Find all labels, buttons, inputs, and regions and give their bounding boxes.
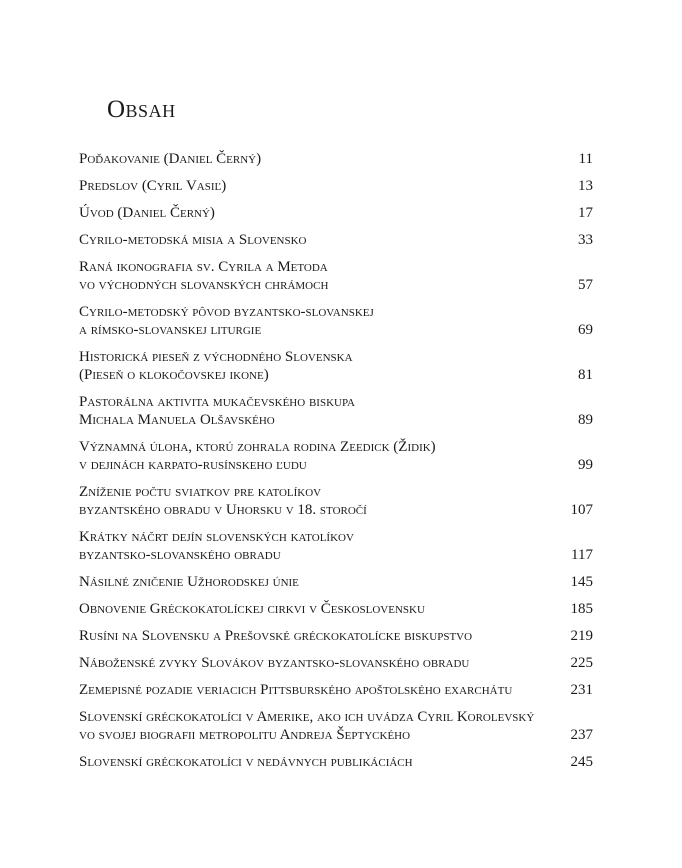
toc-entry-title-line: Raná ikonografia sv. Cyrila a Metoda [79, 259, 328, 275]
toc-entry [79, 204, 593, 222]
toc-entry [79, 753, 593, 771]
toc-entry-page-number: 237 [570, 727, 593, 743]
toc-entry [79, 393, 593, 429]
toc-entry [79, 231, 593, 249]
toc-entry [79, 483, 593, 519]
toc-entry [79, 600, 593, 618]
toc-entry-page-number: 245 [570, 754, 593, 770]
toc-entry-title [79, 303, 578, 339]
toc-entry-title-line: byzantského obradu v Uhorsku v 18. storočí [79, 502, 367, 518]
toc-entry-title-line: Úvod (Daniel Černý) [79, 205, 215, 221]
toc-entry-title-line: Obnovenie Gréckokatolíckej cirkvi v Československu [79, 601, 425, 617]
toc-entry-page-number: 57 [578, 277, 593, 293]
toc-entry [79, 258, 593, 294]
toc-entry [79, 573, 593, 591]
toc-entry-title-line: Náboženské zvyky Slovákov byzantsko-slovanského obradu [79, 655, 470, 671]
toc-entry-title-line: Rusíni na Slovensku a Prešovské gréckokatolícke biskupstvo [79, 628, 473, 644]
toc-entry-title [79, 681, 571, 699]
toc-entry-page-number: 17 [578, 205, 593, 221]
toc-entry [79, 177, 593, 195]
toc-entry-page-number: 231 [570, 682, 593, 698]
toc-entry-title-line: Predslov (Cyril Vasiľ) [79, 178, 227, 194]
toc-entry [79, 150, 593, 168]
toc-entry [79, 438, 593, 474]
toc-entry-title-line: Významná úloha, ktorú zohrala rodina Zeedick (Židik) [79, 439, 436, 455]
toc-entry-title [79, 177, 578, 195]
toc-entry-title [79, 348, 578, 384]
toc-entry-title-line: Zníženie počtu sviatkov pre katolíkov [79, 484, 322, 500]
toc-entry-title-line: Poďakovanie (Daniel Černý) [79, 151, 262, 167]
toc-entry-title [79, 528, 571, 564]
toc-entry-title-line: byzantsko-slovanského obradu [79, 547, 281, 563]
toc-entry-title [79, 393, 578, 429]
toc-entry [79, 654, 593, 672]
toc-entry-title [79, 600, 571, 618]
toc-entry-page-number: 99 [578, 457, 593, 473]
toc-entry-title [79, 483, 571, 519]
toc-entry-page-number: 219 [570, 628, 593, 644]
toc-entry-title-line: vo východných slovanských chrámoch [79, 277, 329, 293]
toc-entry-page-number: 11 [578, 151, 593, 167]
toc-entry [79, 303, 593, 339]
toc-entry-page-number: 13 [578, 178, 593, 194]
toc-entry-title-line: vo svojej biografii metropolitu Andreja Šeptyckého [79, 727, 411, 743]
toc-entry-title [79, 258, 578, 294]
toc-entry-title-line: Cyrilo-metodský pôvod byzantsko-slovanskej [79, 304, 374, 320]
toc-entry-title-line: Michala Manuela Olšavského [79, 412, 275, 428]
toc-entry-title-line: Slovenskí gréckokatolíci v nedávnych publikáciách [79, 754, 413, 770]
toc-entry-title [79, 627, 571, 645]
toc-entry-page-number: 117 [571, 547, 593, 563]
toc-entry-page-number: 81 [578, 367, 593, 383]
toc-entry-title [79, 708, 571, 744]
toc-entry-title-line: Slovenskí gréckokatolíci v Amerike, ako ich uvádza Cyril Korolevský [79, 709, 535, 725]
toc-entry-page-number: 107 [570, 502, 593, 518]
toc-entry-title-line: Pastorálna aktivita mukačevského biskupa [79, 394, 356, 410]
toc-entry [79, 348, 593, 384]
toc-entry-title-line: Krátky náčrt dejín slovenských katolíkov [79, 529, 354, 545]
page-title: Obsah [107, 96, 176, 123]
toc-entry-title [79, 204, 578, 222]
toc-entry-page-number: 225 [570, 655, 593, 671]
table-of-contents [79, 150, 593, 780]
toc-entry-title-line: a rímsko-slovanskej liturgie [79, 322, 262, 338]
toc-entry-title-line: Násilné zničenie Užhorodskej únie [79, 574, 299, 590]
toc-entry-page-number: 145 [570, 574, 593, 590]
toc-entry [79, 528, 593, 564]
toc-entry-title-line: (Pieseň o klokočovskej ikone) [79, 367, 269, 383]
toc-entry-title [79, 573, 571, 591]
toc-entry-title [79, 654, 571, 672]
toc-entry-page-number: 33 [578, 232, 593, 248]
toc-entry-title [79, 438, 578, 474]
toc-entry-page-number: 89 [578, 412, 593, 428]
toc-entry-title [79, 231, 578, 249]
toc-entry-title-line: Zemepisné pozadie veriacich Pittsburského apoštolského exarchátu [79, 682, 513, 698]
toc-entry-title-line: v dejinách karpato-rusínskeho ľudu [79, 457, 307, 473]
toc-entry [79, 681, 593, 699]
toc-entry-page-number: 69 [578, 322, 593, 338]
toc-entry-title-line: Cyrilo-metodská misia a Slovensko [79, 232, 307, 248]
toc-entry-title [79, 753, 571, 771]
toc-entry-title [79, 150, 579, 168]
toc-entry [79, 627, 593, 645]
toc-entry-title-line: Historická pieseň z východného Slovenska [79, 349, 353, 365]
toc-entry [79, 708, 593, 744]
toc-entry-page-number: 185 [570, 601, 593, 617]
